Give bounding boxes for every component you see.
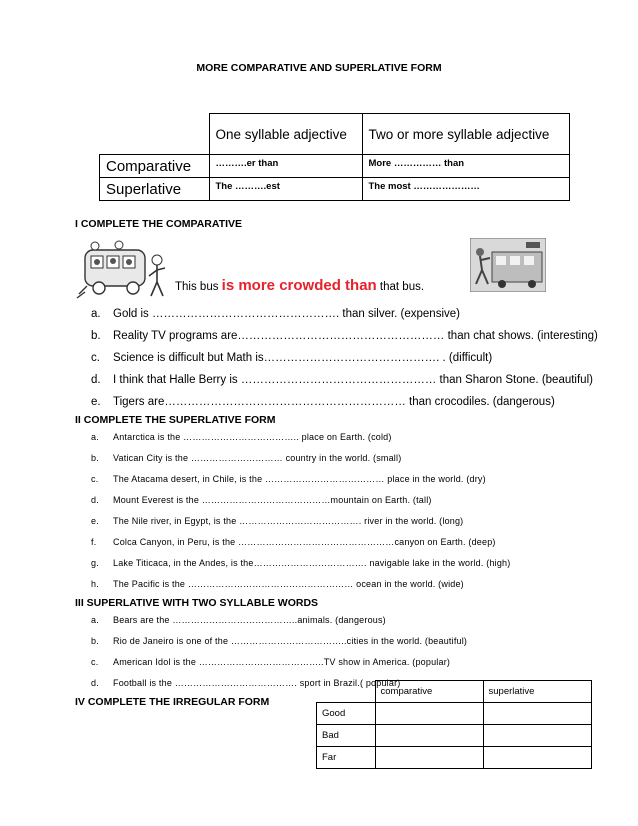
s2-letter-c: c. <box>91 474 99 484</box>
irregular-cell <box>483 703 591 725</box>
superlative-two-syllable: The most ………………… <box>362 178 569 201</box>
s2-item-f: Colca Canyon, in Peru, is the ……………………………………………canyon on Earth. (deep) <box>113 537 496 547</box>
irregular-row-far: Far <box>317 747 376 769</box>
s2-item-h: The Pacific is the ……………………………………………… ocean in the world. (wide) <box>113 579 464 589</box>
irregular-cell <box>483 725 591 747</box>
irregular-cell <box>375 725 483 747</box>
example-highlight: is more crowded than <box>221 277 377 294</box>
s2-letter-h: h. <box>91 579 99 589</box>
s2-item-d: Mount Everest is the ……………………………………mountain on Earth. (tall) <box>113 495 432 505</box>
s1-item-e: Tigers are……………………………………………………… than crocodiles. (dangerous) <box>113 396 555 408</box>
s3-item-c: American Idol is the …………………………………..TV show in America. (popular) <box>113 657 451 667</box>
row-label-comparative: Comparative <box>100 155 210 178</box>
s1-letter-a: a. <box>91 308 101 320</box>
section-3-heading: III SUPERLATIVE WITH TWO SYLLABLE WORDS <box>75 597 319 609</box>
comparative-two-syllable: More …………… than <box>362 155 569 178</box>
s1-letter-e: e. <box>91 396 101 408</box>
s2-letter-a: a. <box>91 432 99 442</box>
s1-letter-c: c. <box>91 352 100 364</box>
irregular-header-comparative: comparative <box>375 681 483 703</box>
s2-item-b: Vatican City is the ………………………… country in the world. (small) <box>113 453 402 463</box>
s1-letter-d: d. <box>91 374 101 386</box>
s1-item-a: Gold is …………………………………………. than silver. (expensive) <box>113 308 460 320</box>
s1-item-b: Reality TV programs are……………………………………………… than chat shows. (interesting) <box>113 330 598 342</box>
irregular-table <box>316 680 592 769</box>
s1-item-d: I think that Halle Berry is …………………………………………… than Sharon Stone. (beautiful) <box>113 374 593 386</box>
comparative-one-syllable: ……….er than <box>209 155 362 178</box>
s3-letter-d: d. <box>91 678 99 688</box>
s2-item-g: Lake Titicaca, in the Andes, is the………………………………. navigable lake in the world. (high) <box>113 558 511 568</box>
section-4-heading: IV COMPLETE THE IRREGULAR FORM <box>75 696 270 708</box>
header-one-syllable: One syllable adjective <box>209 114 362 155</box>
s1-item-c: Science is difficult but Math is………………………………………. . (difficult) <box>113 352 493 364</box>
irregular-header-superlative: superlative <box>483 681 591 703</box>
header-two-syllable: Two or more syllable adjective <box>362 114 569 155</box>
s3-item-d: Football is the …………………………………. sport in Brazil.( popular) <box>113 678 401 688</box>
example-post: that bus. <box>379 281 425 293</box>
s2-letter-g: g. <box>91 558 99 568</box>
superlative-one-syllable: The ……….est <box>209 178 362 201</box>
irregular-cell <box>375 703 483 725</box>
summary-corner <box>100 114 210 155</box>
s2-letter-f: f. <box>91 537 97 547</box>
s3-letter-c: c. <box>91 657 99 667</box>
s3-item-a: Bears are the …………………………………..animals. (dangerous) <box>113 615 386 625</box>
s1-letter-b: b. <box>91 330 101 342</box>
section-1-heading: I COMPLETE THE COMPARATIVE <box>75 218 243 230</box>
tourist-bus-photo <box>470 238 546 292</box>
s2-letter-d: d. <box>91 495 99 505</box>
example-pre: This bus <box>175 281 219 293</box>
s2-item-c: The Atacama desert, in Chile, is the ………………………………… place in the world. (dry) <box>113 474 486 484</box>
s2-letter-e: e. <box>91 516 99 526</box>
irregular-row-good: Good <box>317 703 376 725</box>
irregular-cell <box>483 747 591 769</box>
row-label-superlative: Superlative <box>100 178 210 201</box>
s3-letter-b: b. <box>91 636 99 646</box>
section-2-heading: II COMPLETE THE SUPERLATIVE FORM <box>75 414 276 426</box>
summary-table <box>99 113 570 201</box>
s2-item-a: Antarctica is the ……………………………….. place on Earth. (cold) <box>113 432 392 442</box>
s2-letter-b: b. <box>91 453 99 463</box>
page-title: MORE COMPARATIVE AND SUPERLATIVE FORM <box>196 62 442 74</box>
s3-letter-a: a. <box>91 615 99 625</box>
irregular-corner <box>317 681 376 703</box>
irregular-cell <box>375 747 483 769</box>
s3-item-b: Rio de Janeiro is one of the ………………………………..cities in the world. (beautiful) <box>113 636 468 646</box>
irregular-row-bad: Bad <box>317 725 376 747</box>
crowded-bus-illustration <box>75 238 173 302</box>
s2-item-e: The Nile river, in Egypt, is the …………………………………. river in the world. (long) <box>113 516 464 526</box>
example-sentence <box>175 276 424 297</box>
